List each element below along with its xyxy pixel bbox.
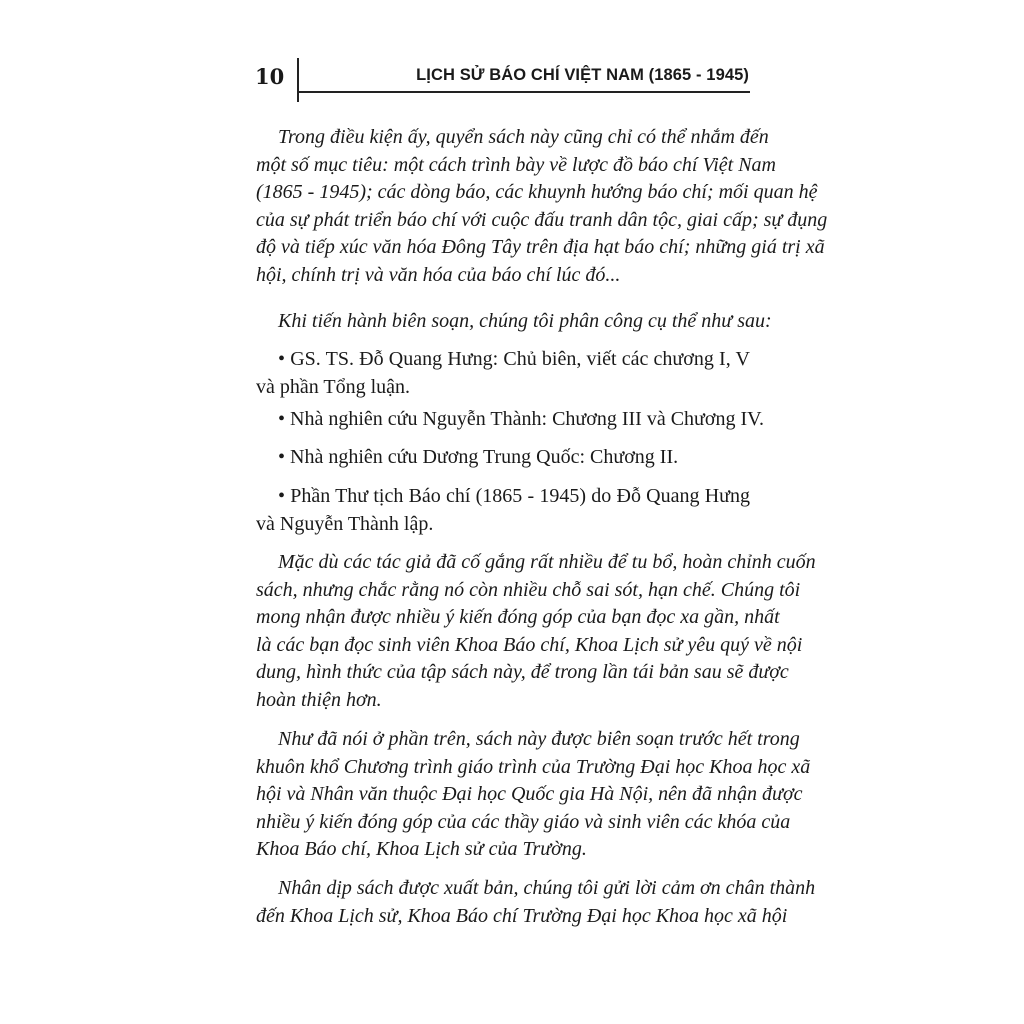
paragraph-curriculum bbox=[256, 726, 811, 864]
running-title: LỊCH SỬ BÁO CHÍ VIỆT NAM (1865 - 1945) bbox=[416, 66, 749, 84]
text-line: đến Khoa Lịch sử, Khoa Báo chí Trường Đại học Khoa học xã hội bbox=[256, 904, 788, 927]
text-line: Khoa Báo chí, Khoa Lịch sử của Trường. bbox=[256, 838, 587, 860]
text-line: Khi tiến hành biên soạn, chúng tôi phân công cụ thể như sau: bbox=[278, 310, 772, 332]
text-line: • Nhà nghiên cứu Nguyễn Thành: Chương III và Chương IV. bbox=[278, 408, 764, 430]
paragraph-thanks bbox=[256, 875, 816, 930]
text-line: • Nhà nghiên cứu Dương Trung Quốc: Chương II. bbox=[278, 446, 679, 468]
text-line: • Phần Thư tịch Báo chí (1865 - 1945) do Đỗ Quang Hưng bbox=[278, 485, 750, 507]
text-line: sách, nhưng chắc rằng nó còn nhiều chỗ sai sót, hạn chế. Chúng tôi bbox=[256, 578, 801, 601]
text-line: hoàn thiện hơn. bbox=[256, 688, 382, 711]
text-line: Trong điều kiện ấy, quyển sách này cũng chỉ có thể nhắm đến bbox=[278, 126, 769, 148]
text-line: Nhân dịp sách được xuất bản, chúng tôi gửi lời cảm ơn chân thành bbox=[278, 877, 816, 899]
bullet-item bbox=[256, 346, 750, 401]
page-number: 10 bbox=[255, 64, 285, 89]
paragraph-assignment-intro bbox=[256, 308, 772, 336]
text-line: hội, chính trị và văn hóa của báo chí lúc đó... bbox=[256, 263, 621, 286]
text-line: nhiều ý kiến đóng góp của các thầy giáo và sinh viên các khóa của bbox=[256, 810, 791, 833]
text-line: và phần Tổng luận. bbox=[256, 375, 411, 398]
text-line: hội và Nhân văn thuộc Đại học Quốc gia Hà Nội, nên đã nhận được bbox=[256, 783, 803, 805]
text-line: khuôn khổ Chương trình giáo trình của Trường Đại học Khoa học xã bbox=[256, 755, 811, 778]
text-line: dung, hình thức của tập sách này, để trong lần tái bản sau sẽ được bbox=[256, 661, 789, 683]
bullet-item bbox=[256, 406, 764, 434]
text-line: (1865 - 1945); các dòng báo, các khuynh hướng báo chí; mối quan hệ bbox=[256, 181, 818, 203]
text-line: Mặc dù các tác giả đã cố gắng rất nhiều để tu bổ, hoàn chỉnh cuốn bbox=[278, 551, 816, 573]
paragraph-goals bbox=[256, 124, 828, 289]
text-line: Như đã nói ở phần trên, sách này được biên soạn trước hết trong bbox=[278, 728, 800, 750]
bullet-item bbox=[256, 483, 750, 538]
text-line: và Nguyễn Thành lập. bbox=[256, 512, 434, 535]
text-line: của sự phát triển báo chí với cuộc đấu tranh dân tộc, giai cấp; sự đụng bbox=[256, 208, 828, 231]
text-line: mong nhận được nhiều ý kiến đóng góp của bạn đọc xa gần, nhất bbox=[256, 606, 780, 628]
header-rule bbox=[298, 91, 750, 93]
header-vertical-rule bbox=[297, 58, 299, 102]
text-line: một số mục tiêu: một cách trình bày về lược đồ báo chí Việt Nam bbox=[256, 153, 776, 176]
text-line: • GS. TS. Đỗ Quang Hưng: Chủ biên, viết các chương I, V bbox=[278, 348, 750, 370]
text-line: là các bạn đọc sinh viên Khoa Báo chí, Khoa Lịch sử yêu quý về nội bbox=[256, 633, 803, 656]
bullet-item bbox=[256, 444, 750, 472]
paragraph-feedback bbox=[256, 549, 816, 714]
text-line: độ và tiếp xúc văn hóa Đông Tây trên địa hạt báo chí; những giá trị xã bbox=[256, 236, 825, 258]
